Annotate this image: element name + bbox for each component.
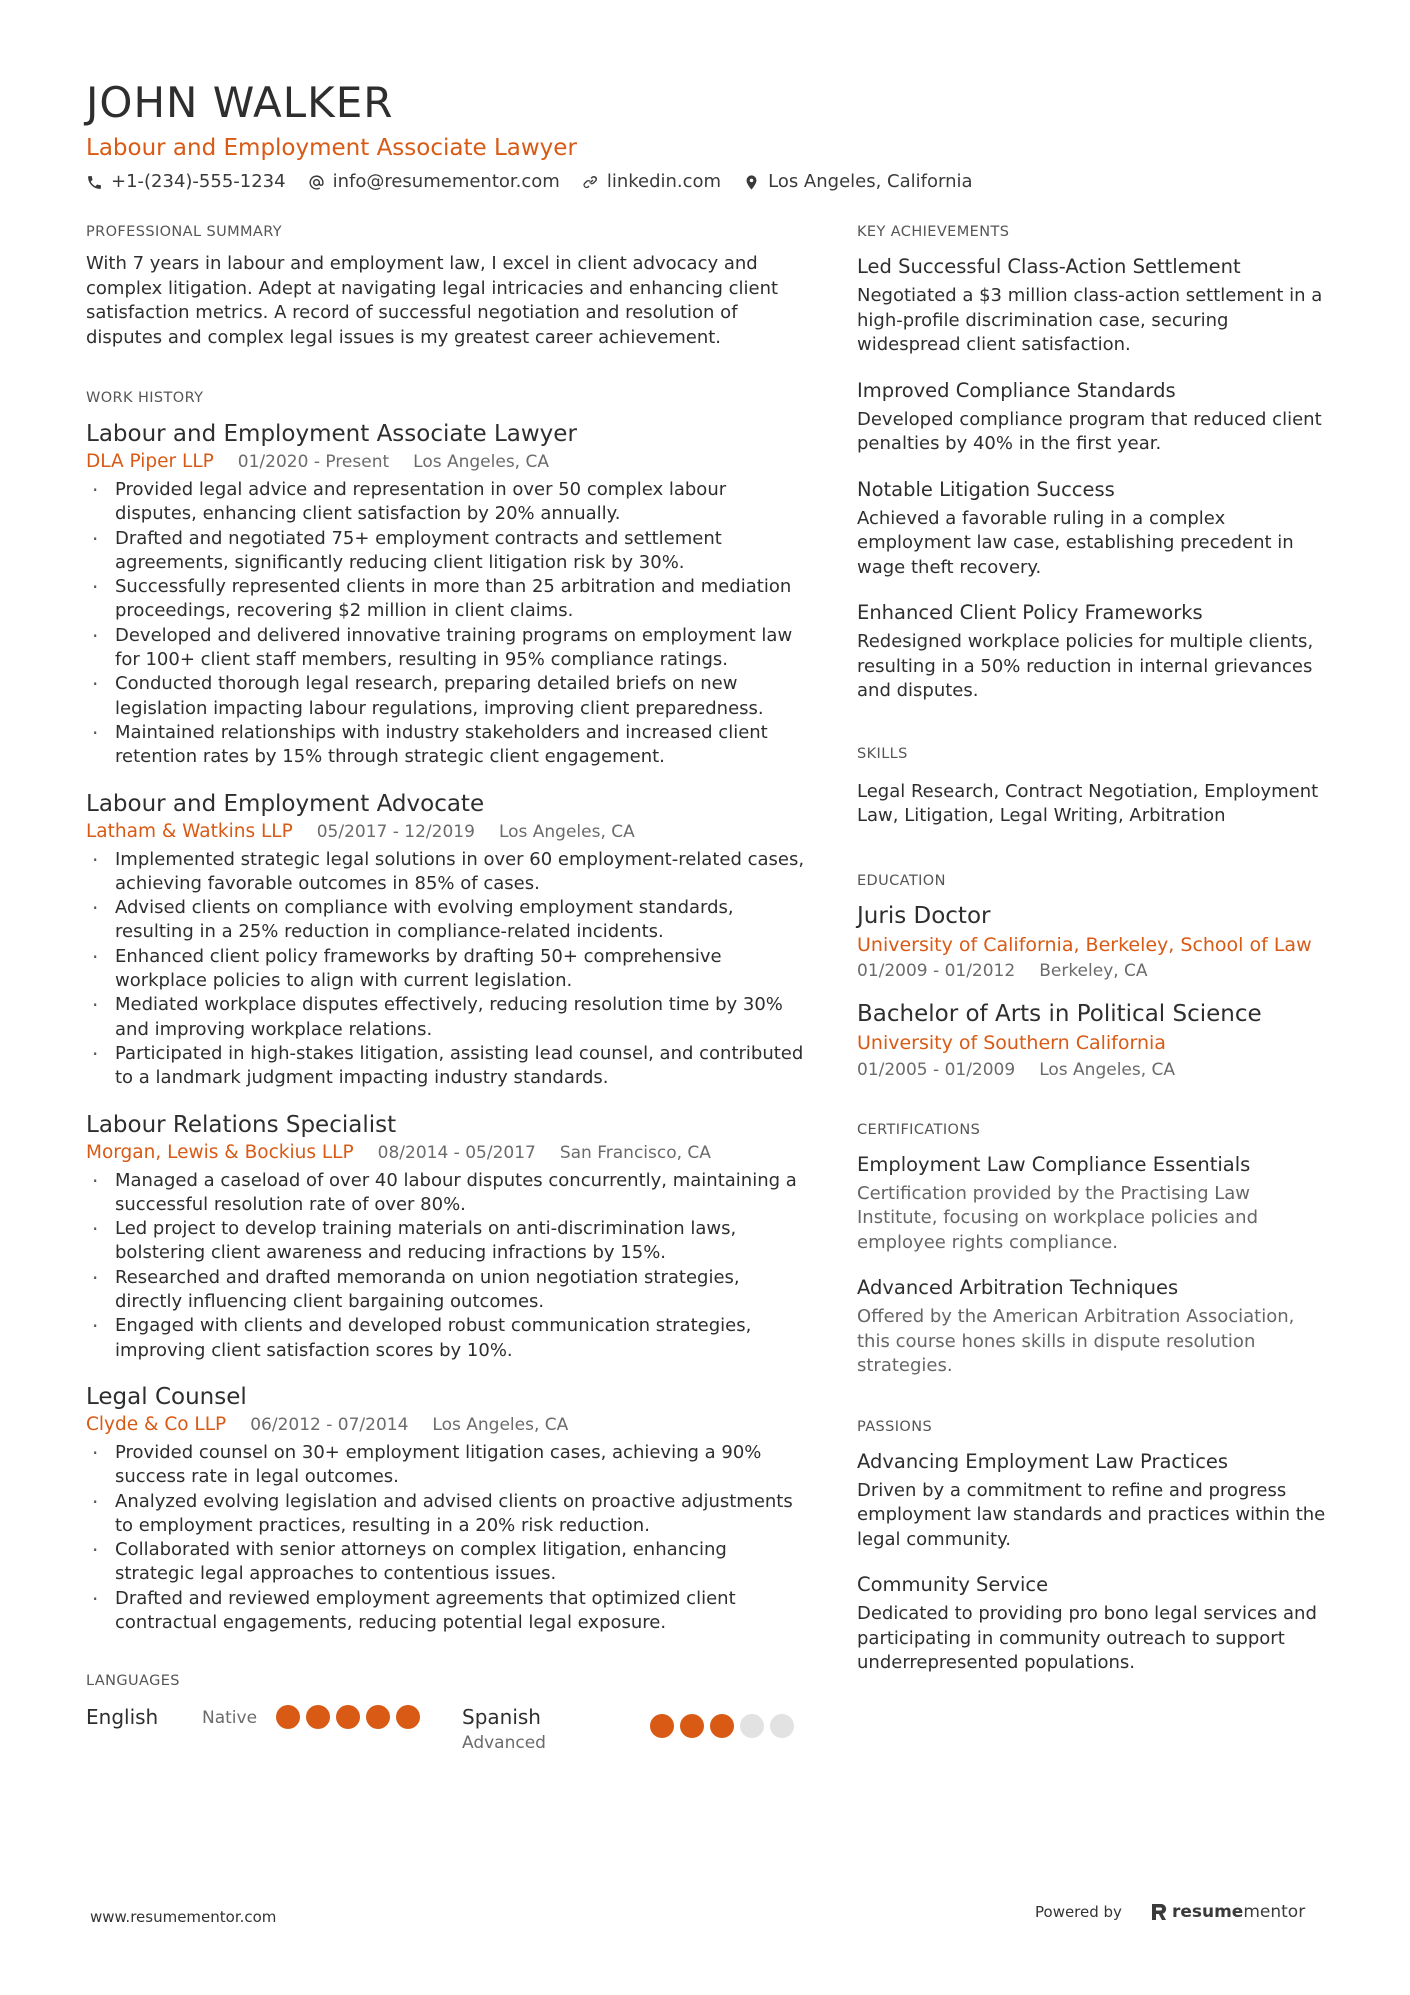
- job-company: Latham & Watkins LLP: [86, 820, 293, 842]
- rating-dot-empty: [770, 1714, 794, 1738]
- achievement-title: Led Successful Class-Action Settlement: [857, 255, 1241, 278]
- summary-text: With 7 years in labour and employment law, I excel in client advocacy and complex litigation. Adept at navigating legal intricacies and enhancing client satisfaction metrics. A record of successful negotiation and resolution of disputes and complex legal issues is my greatest career achievement.: [86, 253, 779, 348]
- job-bullet: · Maintained relationships with industry stakeholders and increased client retention rates by 15% through strategic client engagement.: [86, 721, 806, 770]
- brand-name-light: mentor: [1243, 1902, 1306, 1922]
- map-pin-icon: [743, 174, 760, 191]
- passion-item: [857, 1449, 1332, 1553]
- job-location: Los Angeles, CA: [498, 821, 635, 842]
- section-title: LANGUAGES: [86, 1673, 180, 1690]
- languages-section: [86, 1671, 806, 1755]
- section-title: PASSIONS: [857, 1418, 933, 1435]
- education-meta: [857, 1058, 1332, 1082]
- job-title: Legal Counsel: [86, 1383, 247, 1410]
- certification-title: Employment Law Compliance Essentials: [857, 1152, 1251, 1176]
- rating-dot-filled: [680, 1714, 704, 1738]
- section-title: SKILLS: [857, 745, 908, 762]
- job-entry: [86, 1383, 806, 1635]
- job-bullets: [86, 1169, 806, 1363]
- job-entry: [86, 790, 806, 1091]
- achievements-section: [857, 222, 1332, 704]
- section-title: PROFESSIONAL SUMMARY: [86, 224, 283, 240]
- achievement-item: [857, 254, 1332, 358]
- section-title: KEY ACHIEVEMENTS: [857, 224, 1010, 240]
- passions-section: [857, 1417, 1332, 1676]
- achievement-desc: Developed compliance program that reduced client penalties by 40% in the first year.: [857, 408, 1322, 454]
- job-bullet: · Developed and delivered innovative training programs on employment law for 100+ client staff members, resulting in 95% compliance ratings.: [86, 624, 806, 673]
- achievement-title: Enhanced Client Policy Frameworks: [857, 601, 1203, 624]
- phone-text: +1-(234)-555-1234: [111, 171, 286, 192]
- section-title: WORK HISTORY: [86, 390, 204, 406]
- candidate-name: JOHN WALKER: [86, 78, 394, 127]
- education-item: [857, 999, 1332, 1082]
- skills-section: [857, 744, 1332, 829]
- job-dates: 08/2014 - 05/2017: [377, 1142, 536, 1163]
- job-bullet: · Analyzed evolving legislation and advised clients on proactive adjustments to employment practices, resulting in a 20% risk reduction.: [86, 1490, 806, 1539]
- achievement-desc: Negotiated a $3 million class-action settlement in a high-profile discrimination case, securing widespread client satisfaction.: [857, 285, 1323, 355]
- job-bullet: · Provided legal advice and representation in over 50 complex labour disputes, enhancing client satisfaction by 20% annually.: [86, 478, 806, 527]
- achievement-item: [857, 600, 1332, 704]
- candidate-role: Labour and Employment Associate Lawyer: [86, 135, 577, 161]
- rating-dot-filled: [650, 1714, 674, 1738]
- job-location: Los Angeles, CA: [413, 452, 549, 472]
- job-bullet: · Drafted and reviewed employment agreements that optimized client contractual engagements, reducing potential legal exposure.: [86, 1587, 806, 1636]
- link-icon: [582, 174, 599, 191]
- job-location: Los Angeles, CA: [432, 1414, 569, 1435]
- rating-dot-filled: [710, 1714, 734, 1738]
- job-company: Clyde & Co LLP: [86, 1413, 227, 1435]
- achievement-desc: Redesigned workplace policies for multiple clients, resulting in a 50% reduction in internal grievances and disputes.: [857, 631, 1314, 701]
- at-icon: [308, 174, 325, 191]
- education-section: [857, 871, 1332, 1082]
- job-bullet: · Participated in high-stakes litigation, assisting lead counsel, and contributed to a landmark judgment impacting industry standards.: [86, 1042, 806, 1091]
- contact-location: [743, 170, 972, 194]
- contact-bar: [86, 170, 1326, 194]
- job-bullets: [86, 848, 806, 1091]
- job-bullet: · Researched and drafted memoranda on union negotiation strategies, directly influencing client bargaining outcomes.: [86, 1266, 806, 1315]
- job-dates: 01/2020 - Present: [237, 452, 390, 472]
- job-dates: 05/2017 - 12/2019: [316, 821, 475, 842]
- phone-icon: [86, 174, 103, 191]
- job-bullets: [86, 478, 806, 770]
- certification-desc: Certification provided by the Practising Law Institute, focusing on workplace policies and employee rights compliance.: [857, 1182, 1259, 1253]
- job-meta: [86, 820, 806, 844]
- brand-mark-icon: [1150, 1902, 1168, 1922]
- job-bullet: · Engaged with clients and developed robust communication strategies, improving client satisfaction scores by 10%.: [86, 1314, 806, 1363]
- summary-section: [86, 222, 806, 350]
- job-bullet: · Enhanced client policy frameworks by drafting 50+ comprehensive workplace policies to align with current legislation.: [86, 945, 806, 994]
- contact-phone[interactable]: [86, 170, 286, 194]
- job-meta: [86, 1413, 806, 1437]
- job-bullet: · Managed a caseload of over 40 labour disputes concurrently, maintaining a successful resolution rate of over 80%.: [86, 1169, 806, 1218]
- job-meta: [86, 450, 806, 474]
- job-entry: [86, 420, 806, 770]
- language-rating: [650, 1714, 800, 1738]
- language-list: [86, 1703, 806, 1755]
- certification-title: Advanced Arbitration Techniques: [857, 1276, 1179, 1299]
- passion-desc: Dedicated to providing pro bono legal services and participating in community outreach to support underrepresented populations.: [857, 1603, 1317, 1673]
- job-company: Morgan, Lewis & Bockius LLP: [86, 1141, 354, 1163]
- linkedin-text: linkedin.com: [606, 171, 722, 192]
- section-title: CERTIFICATIONS: [857, 1121, 981, 1138]
- education-dates: 01/2005 - 01/2009: [857, 1059, 1016, 1080]
- passion-title: Community Service: [857, 1573, 1049, 1596]
- job-bullet: · Drafted and negotiated 75+ employment contracts and settlement agreements, significantly reducing client litigation risk by 30%.: [86, 527, 806, 576]
- education-school: University of Southern California: [857, 1032, 1166, 1054]
- job-title: Labour and Employment Advocate: [86, 790, 485, 817]
- contact-linkedin[interactable]: [582, 170, 721, 194]
- work-history-section: [86, 388, 806, 1635]
- job-bullet: · Provided counsel on 30+ employment litigation cases, achieving a 90% success rate in legal outcomes.: [86, 1441, 806, 1490]
- rating-dot-filled: [276, 1705, 300, 1729]
- right-column: [857, 222, 1332, 1676]
- achievement-title: Notable Litigation Success: [857, 477, 1115, 501]
- rating-dot-empty: [740, 1714, 764, 1738]
- brand-logo[interactable]: [1150, 1902, 1305, 1922]
- job-entry: [86, 1111, 806, 1363]
- passion-title: Advancing Employment Law Practices: [857, 1449, 1229, 1473]
- language-rating: [276, 1705, 426, 1729]
- certifications-section: [857, 1120, 1332, 1379]
- job-meta: [86, 1141, 806, 1165]
- section-title: EDUCATION: [857, 872, 946, 889]
- job-bullet: · Advised clients on compliance with evolving employment standards, resulting in a 25% reduction in compliance-related incidents.: [86, 896, 806, 945]
- location-text: Los Angeles, California: [768, 171, 973, 192]
- job-bullets: [86, 1441, 806, 1635]
- education-location: Berkeley, CA: [1039, 961, 1148, 981]
- achievement-item: [857, 477, 1332, 581]
- job-company: DLA Piper LLP: [86, 451, 214, 472]
- certification-desc: Offered by the American Arbitration Association, this course hones skills in dispute resolution strategies.: [857, 1306, 1295, 1376]
- job-bullet: · Successfully represented clients in more than 25 arbitration and mediation proceedings, recovering $2 million in client claims.: [86, 575, 806, 624]
- language-name: English: [86, 1705, 159, 1730]
- rating-dot-filled: [336, 1705, 360, 1729]
- footer-branding: [1035, 1902, 1305, 1922]
- job-dates: 06/2012 - 07/2014: [250, 1414, 409, 1435]
- footer-website[interactable]: www.resumementor.com: [90, 1908, 277, 1926]
- job-location: San Francisco, CA: [559, 1142, 711, 1163]
- contact-email[interactable]: [308, 170, 560, 194]
- education-school: University of California, Berkeley, School of Law: [857, 933, 1312, 956]
- education-degree: Juris Doctor: [857, 902, 991, 929]
- rating-dot-filled: [396, 1705, 420, 1729]
- education-item: [857, 901, 1332, 984]
- achievement-title: Improved Compliance Standards: [857, 378, 1176, 402]
- language-item: [462, 1703, 800, 1755]
- passion-desc: Driven by a commitment to refine and progress employment law standards and practices within the legal community.: [857, 1479, 1326, 1550]
- education-dates: 01/2009 - 01/2012: [857, 961, 1016, 981]
- left-column: [86, 222, 806, 1755]
- job-title: Labour Relations Specialist: [86, 1111, 397, 1138]
- language-name: Spanish: [462, 1705, 541, 1730]
- job-bullet: · Implemented strategic legal solutions in over 60 employment-related cases, achieving favorable outcomes in 85% of cases.: [86, 848, 806, 897]
- skills-text: Legal Research, Contract Negotiation, Employment Law, Litigation, Legal Writing, Arbitration: [857, 780, 1319, 826]
- education-location: Los Angeles, CA: [1039, 1059, 1176, 1080]
- email-text: info@resumementor.com: [332, 171, 560, 192]
- achievement-desc: Achieved a favorable ruling in a complex employment law case, establishing precedent in wage theft recovery.: [857, 507, 1294, 578]
- brand-name-bold: resume: [1171, 1902, 1244, 1922]
- certification-item: [857, 1152, 1332, 1256]
- rating-dot-filled: [366, 1705, 390, 1729]
- education-meta: [857, 959, 1332, 983]
- language-item: [86, 1703, 462, 1755]
- language-level: Advanced: [462, 1733, 546, 1754]
- passion-item: [857, 1572, 1332, 1676]
- language-level: Native: [202, 1708, 258, 1729]
- rating-dot-filled: [306, 1705, 330, 1729]
- job-title: Labour and Employment Associate Lawyer: [86, 421, 577, 447]
- powered-by-label: Powered by: [1035, 1903, 1122, 1921]
- job-bullet: · Mediated workplace disputes effectively, reducing resolution time by 30% and improving workplace relations.: [86, 993, 806, 1042]
- education-degree: Bachelor of Arts in Political Science: [857, 1001, 1262, 1027]
- job-bullet: · Led project to develop training materials on anti-discrimination laws, bolstering client awareness and reducing infractions by 15%.: [86, 1217, 806, 1266]
- resume-header: [86, 78, 1326, 194]
- certification-item: [857, 1275, 1332, 1379]
- job-bullet: · Conducted thorough legal research, preparing detailed briefs on new legislation impacting labour regulations, improving client preparedness.: [86, 672, 806, 721]
- achievement-item: [857, 378, 1332, 457]
- job-bullet: · Collaborated with senior attorneys on complex litigation, enhancing strategic legal approaches to contentious issues.: [86, 1538, 806, 1587]
